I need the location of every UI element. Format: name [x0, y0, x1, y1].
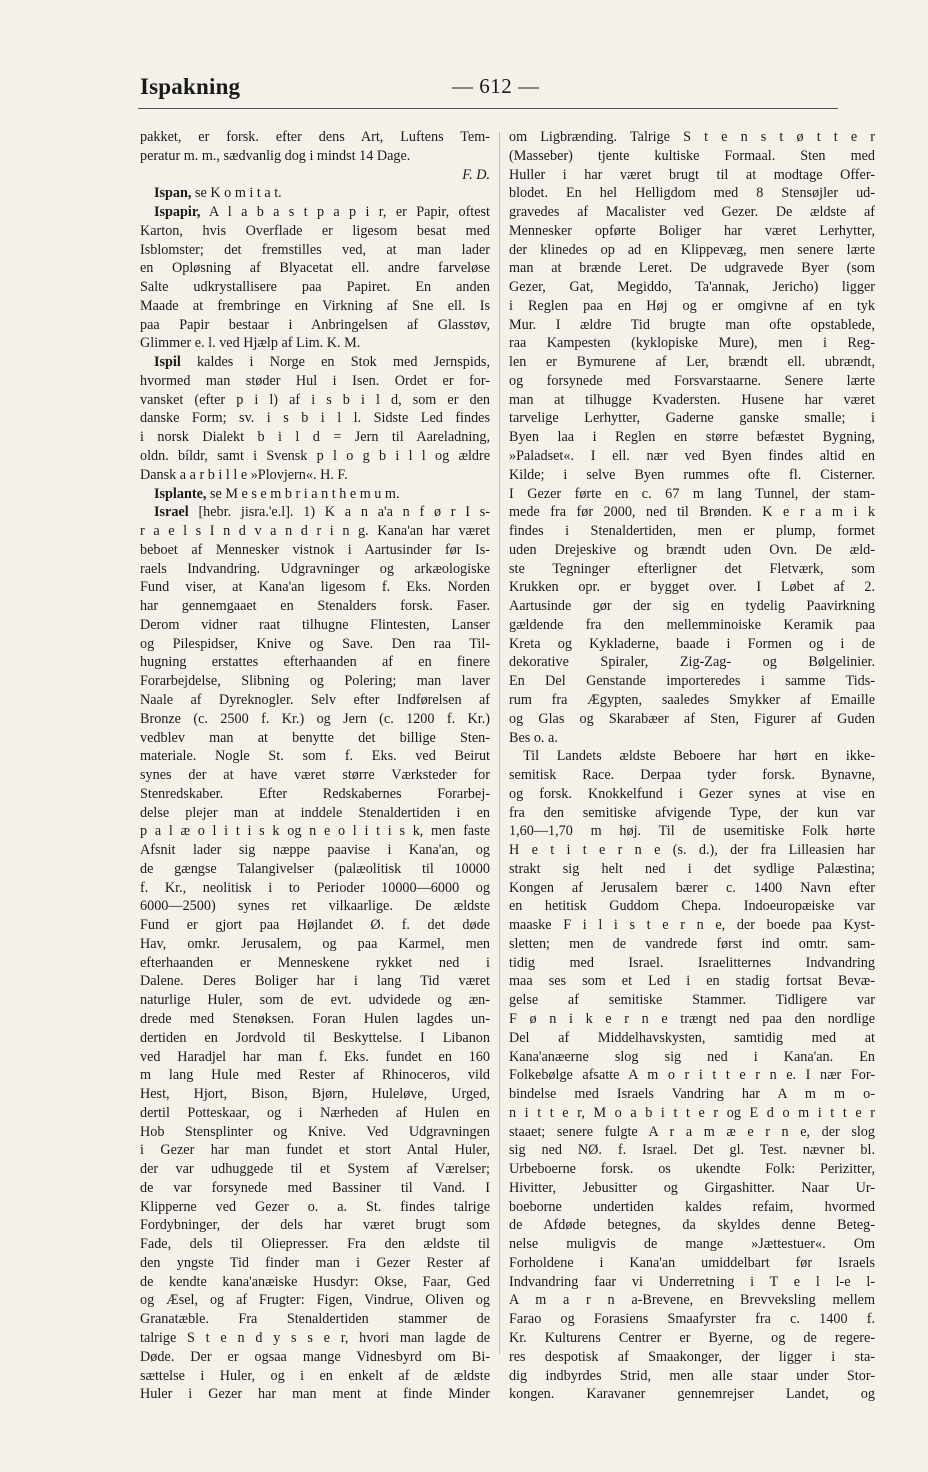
text-line: dertil Potteskaar, og i Nærheden af Hulen en	[140, 1104, 490, 1121]
text-line: F. D.	[462, 166, 490, 183]
text-line: strakt sig helt ned i det sydlige Palæstina;	[509, 860, 875, 877]
text-line: de Afdøde betegnes, da skyldes denne Beteg-	[509, 1217, 875, 1234]
text-line: (Masseber) tjente kultiske Formaal. Sten med	[509, 147, 875, 164]
text-line: Aartusinde gør der sig en tydelig Paavirkning	[509, 598, 875, 615]
text-line: n i t t e r, M o a b i t t e r og E d o m i t t e r	[509, 1104, 875, 1121]
text-line: en hetitisk Guddom Chepa. Indoeuropæiske var	[509, 898, 875, 915]
text-line: F ø n i k e r n e trængt ned paa den nordlige	[509, 1010, 875, 1027]
text-line: semitisk Race. Derpaa tyder forsk. Bynavne,	[509, 767, 875, 784]
text-line: f. Kr., neolitisk i to Perioder 10000—6000 og	[140, 879, 490, 896]
text-line: m lang Hule med Rester af Rhinoceros, vild	[140, 1067, 490, 1084]
text-line: Farao og Forasiens Smaafyrster fra c. 1400 f.	[509, 1311, 875, 1328]
text-line: Til Landets ældste Beboere har hørt en ikke-	[523, 748, 875, 765]
text-line: fra den semitiske afvigende Type, der kun var	[509, 804, 875, 821]
text-line: og forsk. Knokkelfund i Gezer synes at vise en	[509, 785, 875, 802]
text-line: de kendte kana'anæiske Husdyr: Okse, Faar, Ged	[140, 1273, 490, 1290]
text-line: Mennesker opførte Boliger har været Lerhytter,	[509, 222, 875, 239]
text-line: peratur m. m., sædvanlig dog i mindst 14 Dage.	[140, 147, 411, 164]
text-line: Fund er gjort paa Højlandet Ø. f. det døde	[140, 917, 490, 934]
text-line: Hob Stensplinter og Knive. Ved Udgravningen	[140, 1123, 490, 1140]
text-line: maa ses som et Led i en stadig fortsat Bevæ-	[509, 973, 875, 990]
text-line: materiale. Nogle St. som f. Eks. ved Beirut	[140, 748, 490, 765]
text-line: Krukken opr. er bygget over. I Løbet af 2.	[509, 579, 875, 596]
text-line: H e t i t e r n e (s. d.), der fra Lilleasien har	[509, 842, 875, 859]
text-line: beboet af Mennesker vistnok i Aartusinder før Is-	[140, 541, 490, 558]
text-line: Israel [hebr. jisra.'e.l]. 1) K a n a'a n f ø r I s-	[154, 504, 490, 521]
entry-term: Isplante,	[154, 485, 207, 502]
text-line: Hivitter, Jebusitter og Girgashitter. Naar Ur-	[509, 1179, 875, 1196]
text-line: tidig med Israel. Israelitternes Indvandring	[509, 954, 875, 971]
text-line: len er Bymurene af Ler, brændt ell. ubrændt,	[509, 354, 875, 371]
text-line: Ispil kaldes i Norge en Stok med Jernspids,	[154, 354, 490, 371]
text-line: Glimmer e. l. ved Hjælp af Lim. K. M.	[140, 335, 361, 352]
text-line: sletten; men de vandrede først ind omtr. sam-	[509, 935, 875, 952]
text-line: dekorative Spiraler, Zig-Zag- og Bølgelinier.	[509, 654, 875, 671]
text-line: hugning erstattes efterhaanden af en finere	[140, 654, 490, 671]
text-line: Isplante, se M e s e m b r i a n t h e m u m.	[154, 485, 400, 502]
text-line: Døde. Der er ogsaa mange Vidnesbyrd om Bi-	[140, 1348, 490, 1365]
text-line: sig ned NØ. f. Israel. Det gl. Test. nævner bl.	[509, 1142, 875, 1159]
text-line: Kilde; i selve Byen rummes ofte fl. Cisterner.	[509, 466, 875, 483]
text-line: Forholdene i Kana'an umiddelbart før Israels	[509, 1254, 875, 1271]
text-line: Del af Middelhavskysten, samtidig med at	[509, 1029, 875, 1046]
text-line: i Reglen paa en Høj og er omgivne af en tyk	[509, 297, 875, 314]
text-line: i Gezer har man fundet et stort Antal Huler,	[140, 1142, 490, 1159]
text-line: Huler i Gezer har man ment at finde Minder	[140, 1386, 490, 1403]
text-line: ste Tegninger efterligner det Fletværk, som	[509, 560, 875, 577]
text-line: Kreta og Kykladerne, baade i Formen og i de	[509, 635, 875, 652]
text-line: den yngste Tid finder man i Gezer Rester af	[140, 1254, 490, 1271]
text-line: Afsnit lader sig næppe paavise i Kana'an, og	[140, 842, 490, 859]
text-line: der var udhuggede til et System af Værelser;	[140, 1161, 490, 1178]
text-line: I Gezer førte en c. 67 m lang Tunnel, der stam-	[509, 485, 875, 502]
text-line: synes der at have været større Værksteder for	[140, 767, 490, 784]
text-line: Indvandring faar vi Underretning i T e l l-e l-	[509, 1273, 875, 1290]
text-line: r a e l s I n d v a n d r i n g. Kana'an har været	[140, 523, 490, 540]
text-line: ved Haradjel har man f. Eks. fundet en 160	[140, 1048, 490, 1065]
text-line: Urbeboerne forsk. os ukendte Folk: Perizitter,	[509, 1161, 875, 1178]
text-line: og forsynede med Forsvarstaarne. Senere lærte	[509, 372, 875, 389]
text-line: Bes o. a.	[509, 729, 558, 746]
text-line: »Paladset«. I ell. nær ved Byen findes altid en	[509, 448, 875, 465]
running-head: Ispakning	[140, 74, 241, 99]
text-line: og Æsel, og af Frugter: Figen, Vindrue, Oliven og	[140, 1292, 490, 1309]
text-line: Hest, Hjort, Bison, Bjørn, Huleløve, Urged,	[140, 1086, 490, 1103]
text-line: p a l æ o l i t i s k og n e o l i t i s k, men faste	[140, 823, 490, 840]
text-line: Klipperne ved Gezer o. a. St. findes talrige	[140, 1198, 490, 1215]
text-line: danske Form; sv. i s b i l l. Sidste Led findes	[140, 410, 490, 427]
text-line: og Glas og Skarabæer af Sten, Figurer af Guden	[509, 710, 875, 727]
text-line: Kongen af Jerusalem bærer c. 1400 Navn efter	[509, 879, 875, 896]
text-line: Naale af Dyreknogler. Selv efter Indførelsen af	[140, 691, 490, 708]
text-line: Ispan, se K o m i t a t.	[154, 185, 282, 202]
text-line: staaet; senere fulgte A r a m æ e r n e, der slog	[509, 1123, 875, 1140]
text-line: Dansk a a r b i l l e »Plovjern«. H. F.	[140, 466, 348, 483]
text-line: gældende fra den mellemminoiske Keramik paa	[509, 616, 875, 633]
text-line: Kr. Kulturens Centrer er Byerne, og de regere-	[509, 1330, 875, 1346]
text-line: i norsk Dialekt b i l d = Jern til Aareladning,	[140, 429, 490, 446]
text-line: pakket, er forsk. efter dens Art, Luftens Tem-	[140, 129, 490, 145]
text-line: en Opløsning af Blyacetat ell. andre farveløse	[140, 260, 490, 277]
right-column	[509, 128, 875, 1404]
text-line: bindelse med Israels Vandring har A m m o-	[509, 1086, 875, 1103]
text-line: delse plejer man at inddele Stenaldertiden i en	[140, 804, 490, 821]
text-line: kongen. Karavaner gennemrejser Landet, og	[509, 1386, 875, 1403]
text-line: Karton, hvis Overflade er ligesom besat med	[140, 222, 490, 239]
text-line: oldn. bíldr, samt i Svensk p l o g b i l l og ældre	[140, 448, 490, 465]
text-line: Isblomster; det fremstilles ved, at man lader	[140, 241, 490, 258]
header-rule	[138, 108, 838, 109]
text-line: Mur. I ældre Tid brugte man ofte opstablede,	[509, 316, 875, 333]
text-line: de gængse Talangivelser (palæolitisk til 10000	[140, 860, 490, 877]
text-line: der klinedes op ad en Klippevæg, men senere lærte	[509, 241, 875, 258]
text-line: A m a r n a-Brevene, en Brevveksling mellem	[509, 1292, 875, 1309]
text-line: Granatæble. Fra Stenaldertiden stammer de	[140, 1311, 490, 1328]
text-line: Hav, omkr. Jerusalem, og paa Karmel, men	[140, 935, 490, 952]
text-line: hvormed man støder Hul i Isen. Ordet er for-	[140, 372, 490, 389]
text-line: har gennemgaaet en Stenalders forsk. Faser.	[140, 598, 490, 615]
text-line: Byen laa i Reglen en større befæstet Bygning,	[509, 429, 875, 446]
text-line: blodet. En hel Helligdom med 8 Stensøjler ud-	[509, 185, 875, 202]
text-line: uden Drejeskive og brændt uden Ovn. De æld-	[509, 541, 875, 558]
text-line: Derom vidner raat tilhugne Flintesten, Lanser	[140, 616, 490, 633]
text-line: vansket (efter p i l) af i s b i l d, som er den	[140, 391, 490, 408]
text-line: rum fra Ægypten, saaledes Smykker af Emaille	[509, 691, 875, 708]
text-line: paa Papir bestaar i Anbringelsen af Glasstøv,	[140, 316, 490, 333]
text-line: maaske F i l i s t e r n e, der boede paa Kyst-	[509, 917, 875, 934]
entry-term: Ispapir,	[154, 204, 201, 221]
text-line: 1,60—1,70 m høj. Til de usemitiske Folk hørte	[509, 823, 875, 840]
text-line: man at brænde Leret. De udgravede Byer (som	[509, 260, 875, 277]
text-line: gravedes af Macalister ved Gezer. De ældste af	[509, 204, 875, 221]
text-line: og Pilespidser, Knive og Save. Den raa Til-	[140, 635, 490, 652]
entry-term: Ispil	[154, 354, 181, 371]
text-line: raels Indvandring. Udgravninger og arkæologiske	[140, 560, 490, 577]
text-line: efterhaanden er Menneskene rykket ned i	[140, 954, 490, 971]
text-line: Dalene. Deres Boliger har i lang Tid været	[140, 973, 490, 990]
left-column	[140, 128, 490, 1404]
text-line: Folkebølge afsatte A m o r i t t e r n e. I nær For-	[509, 1067, 875, 1084]
text-line: Stenredskaber. Efter Redskabernes Forarbej-	[140, 785, 490, 802]
text-line: En Del Genstande importeredes i samme Tids-	[509, 673, 875, 690]
text-line: vedblev man at benytte det billige Sten-	[140, 729, 490, 746]
text-line: raa Kampesten (kyklopiske Mure), men i Reg-	[509, 335, 875, 352]
text-line: Huller i har været brugt til at modtage Offer-	[509, 166, 875, 183]
text-line: boeborne undertiden kaldes refaim, hvormed	[509, 1198, 875, 1215]
text-line: de var forsynede med Bassiner til Vand. I	[140, 1179, 490, 1196]
text-line: res despotisk af Smaakonger, der ligger i sta-	[509, 1348, 875, 1365]
text-line: man at tilhugge Kvadersten. Husene har været	[509, 391, 875, 408]
text-line: Maade at frembringe en Virkning af Sne ell. Is	[140, 297, 490, 314]
text-line: dig indbyrdes Strid, men alle staar under Stor-	[509, 1367, 875, 1384]
text-line: sættelse i Huler, og i en enkelt af de ældste	[140, 1367, 490, 1384]
text-line: Fade, dels til Oliepresser. Fra den ældste til	[140, 1236, 490, 1253]
text-line: mede fra før 2000, ned til Brønden. K e r a m i k	[509, 504, 875, 521]
text-line: Gezer, Gat, Megiddo, Ta'annak, Jericho) ligger	[509, 279, 875, 296]
text-line: Fund viser, at Kana'an ligesom f. Eks. Norden	[140, 579, 490, 596]
page-number: — 612 —	[452, 74, 540, 98]
text-line: Bronze (c. 2500 f. Kr.) og Jern (c. 1200 f. Kr.)	[140, 710, 490, 727]
text-line: gelse af semitiske Stammer. Tidligere var	[509, 992, 875, 1009]
text-line: drede med Stenøksen. Foran Hulen lagdes un-	[140, 1010, 490, 1027]
text-line: Salte udkrystallisere paa Papiret. En anden	[140, 279, 490, 296]
text-line: Ispapir, A l a b a s t p a p i r, er Papir, oftest	[154, 204, 490, 221]
text-line: talrige S t e n d y s s e r, hvori man lagde de	[140, 1330, 490, 1346]
text-line: naturlige Huler, som de evt. udvidede og æn-	[140, 992, 490, 1009]
text-line: om Ligbrænding. Talrige S t e n s t ø t t e r	[509, 129, 875, 145]
text-line: nelse muligvis de mange »Jættestuer«. Om	[509, 1236, 875, 1253]
entry-term: Ispan,	[154, 185, 192, 202]
text-line: Kana'anæerne slog sig ned i Kana'an. En	[509, 1048, 875, 1065]
text-line: findes i Stenaldertiden, men er plump, formet	[509, 523, 875, 540]
text-line: Fordybninger, der dels har været brugt som	[140, 1217, 490, 1234]
entry-term: Israel	[154, 504, 189, 521]
column-divider	[499, 132, 500, 1354]
text-line: dertiden en Jordvold til Beskyttelse. I Libanon	[140, 1029, 490, 1046]
text-line: Forarbejdelse, Slibning og Polering; man laver	[140, 673, 490, 690]
text-line: 6000—2500) synes ret vilkaarlige. De ældste	[140, 898, 490, 915]
text-line: tarvelige Lerhytter, Gaderne ganske smalle; i	[509, 410, 875, 427]
